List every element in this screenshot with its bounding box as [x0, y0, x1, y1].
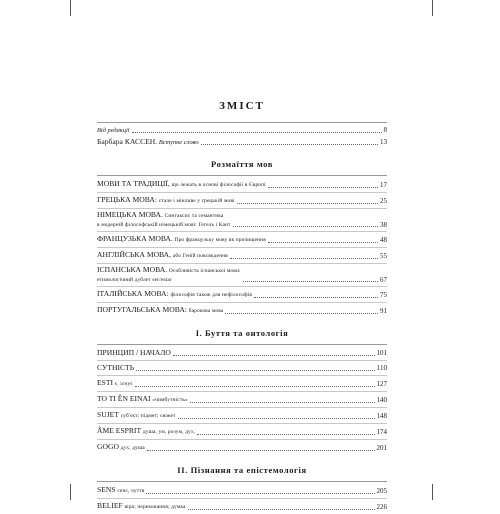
entry-title	[97, 234, 266, 245]
entry-title	[97, 363, 134, 373]
separator	[97, 407, 387, 408]
entry-main: SUJET	[97, 410, 119, 419]
leader-dots	[230, 258, 378, 259]
entry-sub-line2: в модерній філософській німецькій мові: Гегель і Кант	[97, 221, 231, 228]
crop-mark	[70, 0, 71, 16]
toc-entry[interactable]	[97, 266, 387, 284]
toc-entry[interactable]	[97, 126, 387, 135]
entry-title	[97, 410, 176, 421]
entry-sub: Про французьку мову як прочищення	[174, 237, 266, 243]
toc-entry[interactable]	[97, 485, 387, 496]
separator	[97, 247, 387, 248]
leader-dots	[197, 434, 374, 435]
page-number: 38	[380, 220, 387, 229]
toc-heading: ЗМІСТ	[219, 100, 265, 112]
entry-main: ФРАНЦУЗЬКА МОВА.	[97, 234, 173, 243]
page-number: 75	[380, 291, 387, 299]
leader-dots	[132, 132, 382, 133]
page-number: 205	[376, 487, 387, 495]
entry-sub: дух, душа	[120, 445, 145, 451]
page-number: 101	[376, 349, 387, 357]
leader-dots	[233, 226, 378, 227]
entry-title	[97, 289, 252, 300]
rule	[97, 481, 387, 482]
section-title: I. Буття та онтологія	[195, 328, 289, 338]
entry-sub: душа; ум, розум, дух,	[142, 429, 196, 435]
rule	[97, 344, 387, 345]
entry-sub: барокова мова	[188, 308, 224, 314]
leader-dots	[136, 370, 375, 371]
entry-title	[97, 378, 133, 389]
entry-title	[97, 250, 228, 261]
page-number: 13	[380, 138, 387, 146]
leader-dots	[178, 418, 375, 419]
toc-entry[interactable]	[97, 289, 387, 300]
entry-main: ГРЕЦЬКА МОВА:	[97, 195, 157, 204]
entry-main: ÂME ESPRIT	[97, 426, 142, 435]
leader-dots	[173, 355, 375, 356]
entry-title	[97, 126, 130, 135]
separator	[97, 231, 387, 232]
leader-dots	[188, 509, 375, 510]
rule	[97, 175, 387, 176]
entry-main: ESTI	[97, 378, 114, 387]
entry-main: BELIEF	[97, 501, 123, 510]
page-number: 174	[376, 428, 387, 436]
toc-entry[interactable]	[97, 137, 387, 147]
entry-sub: що лежать в основі філософії в Європі	[171, 182, 266, 188]
separator	[97, 375, 387, 376]
entry-main: ПОРТУГАЛЬСЬКА МОВА:	[97, 305, 187, 314]
entry-sub: є, існує	[114, 381, 133, 387]
entry-title	[97, 305, 223, 316]
entry-main: ІСПАНСЬКА МОВА.	[97, 265, 168, 274]
entry-title	[97, 179, 266, 190]
toc-entry[interactable]	[97, 234, 387, 245]
separator	[97, 263, 387, 264]
toc-entry[interactable]	[97, 179, 387, 190]
page-number: 17	[380, 181, 387, 189]
separator	[97, 360, 387, 361]
entry-title	[97, 348, 171, 358]
entry-sub: Синтаксис та семантика	[164, 213, 224, 219]
crop-mark	[432, 0, 433, 16]
toc-entry[interactable]	[97, 501, 387, 512]
entry-title	[97, 211, 231, 229]
entry-sub: віра; переконання; думка	[124, 504, 186, 510]
entry-sub: філософія також для нефілософів	[170, 292, 253, 298]
entry-main: НІМЕЦЬКА МОВА.	[97, 210, 163, 219]
leader-dots	[201, 144, 378, 145]
entry-main: АНГЛІЙСЬКА МОВА,	[97, 250, 172, 259]
toc-page	[97, 100, 387, 514]
toc-entry[interactable]	[97, 442, 387, 453]
page-number: 148	[376, 412, 387, 420]
entry-title	[97, 195, 235, 206]
leader-dots	[146, 493, 374, 494]
page-number: 226	[376, 503, 387, 511]
separator	[97, 423, 387, 424]
page-number: 140	[376, 396, 387, 404]
entry-main: СУТНІСТЬ	[97, 363, 135, 372]
entry-title	[97, 266, 241, 284]
page-number: 8	[383, 126, 387, 134]
leader-dots	[135, 386, 375, 387]
page-number: 67	[380, 275, 387, 284]
page-number: 91	[380, 307, 387, 315]
toc-entry[interactable]	[97, 348, 387, 358]
leader-dots	[243, 281, 378, 282]
entry-sub: сенс, чуття	[117, 488, 145, 494]
entry-sub-line2: етимологічний дублет ser/estar	[97, 276, 172, 283]
toc-entry[interactable]	[97, 195, 387, 206]
entry-main: Від редакції	[97, 127, 130, 134]
page-number: 201	[376, 444, 387, 452]
toc-entry[interactable]	[97, 378, 387, 389]
leader-dots	[147, 450, 375, 451]
toc-entry[interactable]	[97, 426, 387, 437]
separator	[97, 498, 387, 499]
entry-main: GOGO	[97, 442, 119, 451]
entry-sub: Вступне слово	[158, 139, 199, 146]
leader-dots	[268, 242, 378, 243]
entry-sub: суб'єкт; підмет; сюжет	[120, 413, 176, 419]
entry-title	[97, 501, 186, 512]
page-number: 48	[380, 236, 387, 244]
entry-main: SENS	[97, 485, 116, 494]
entry-title	[97, 442, 145, 453]
toc-entry[interactable]	[97, 250, 387, 261]
rule	[97, 122, 387, 123]
leader-dots	[190, 402, 375, 403]
entry-title	[97, 426, 195, 437]
leader-dots	[237, 203, 378, 204]
separator	[97, 192, 387, 193]
entry-main: TO TI ÊN EINAI	[97, 394, 151, 403]
entry-main: МОВИ ТА ТРАДИЦІЇ,	[97, 179, 170, 188]
entry-title	[97, 485, 144, 496]
toc-entry[interactable]	[97, 211, 387, 229]
separator	[97, 391, 387, 392]
entry-main: Барбара КАССЕН.	[97, 137, 158, 146]
section-title: Розмаїття мов	[211, 159, 273, 169]
entry-sub: або Геній повсякдення	[172, 253, 228, 259]
page-number: 25	[380, 197, 387, 205]
entry-sub: стале і мінливе у грецькій мові	[158, 198, 235, 204]
leader-dots	[225, 313, 378, 314]
entry-main: ПРИНЦИП / НАЧАЛО	[97, 348, 171, 357]
page-number: 55	[380, 252, 387, 260]
entry-title	[97, 137, 199, 147]
entry-sub: Особливість іспанської мови:	[168, 268, 241, 274]
page-number: 110	[376, 364, 387, 372]
entry-main: ІТАЛІЙСЬКА МОВА:	[97, 289, 169, 298]
separator	[97, 286, 387, 287]
separator	[97, 208, 387, 209]
crop-mark	[432, 484, 433, 500]
crop-mark	[70, 484, 71, 500]
section-title: II. Пізнання та епістемологія	[177, 465, 307, 475]
separator	[97, 439, 387, 440]
leader-dots	[268, 187, 378, 188]
toc-entry[interactable]	[97, 363, 387, 373]
leader-dots	[254, 297, 378, 298]
entry-sub: «чимбутність»	[152, 397, 188, 403]
toc-entry[interactable]	[97, 410, 387, 421]
entry-title	[97, 394, 188, 405]
page-number: 127	[376, 380, 387, 388]
separator	[97, 302, 387, 303]
toc-entry[interactable]	[97, 394, 387, 405]
toc-entry[interactable]	[97, 305, 387, 316]
